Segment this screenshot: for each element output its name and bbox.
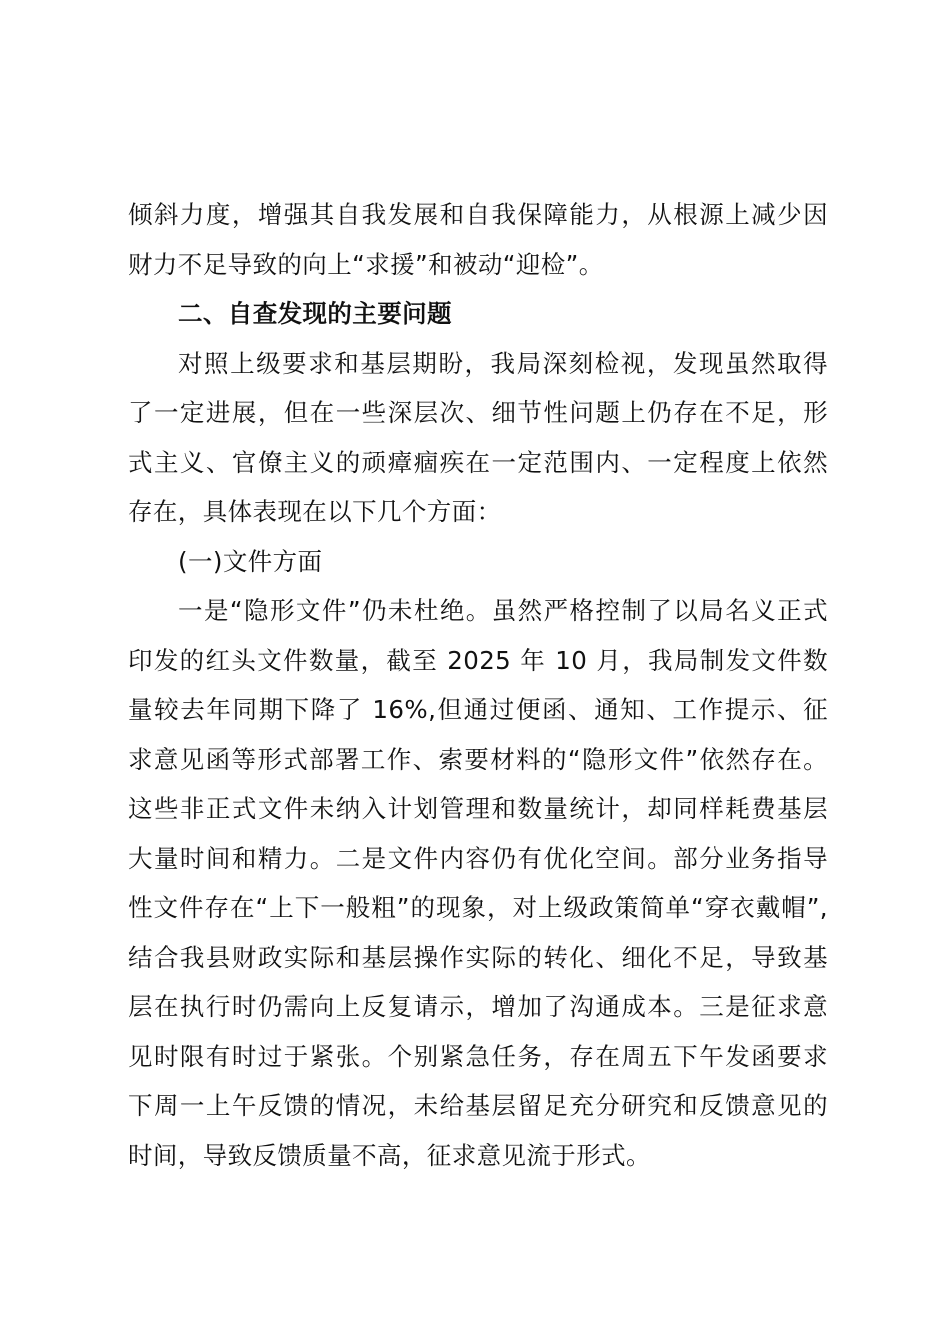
paragraph-line: 下周一上午反馈的情况，未给基层留足充分研究和反馈意见的: [128, 1091, 828, 1120]
paragraph-line: 印发的红头文件数量，截至 2025 年 10 月，我局制发文件数: [128, 645, 828, 675]
paragraph-line: 时间，导致反馈质量不高，征求意见流于形式。: [128, 1140, 651, 1170]
paragraph-line: 倾斜力度，增强其自我发展和自我保障能力，从根源上减少因: [128, 200, 828, 229]
paragraph-line: 层在执行时仍需向上反复请示，增加了沟通成本。三是征求意: [128, 992, 828, 1021]
paragraph-line: 财力不足导致的向上“求援”和被动“迎检”。: [128, 249, 604, 279]
subsection-heading: (一)文件方面: [178, 546, 323, 576]
document-body: [128, 190, 828, 1180]
paragraph-line: 这些非正式文件未纳入计划管理和数量统计，却同样耗费基层: [128, 794, 828, 823]
paragraph-line: 式主义、官僚主义的顽瘴痼疾在一定范围内、一定程度上依然: [128, 447, 828, 477]
paragraph-line: 一是“隐形文件”仍未杜绝。虽然严格控制了以局名义正式: [178, 596, 828, 625]
paragraph-line: 结合我县财政实际和基层操作实际的转化、细化不足，导致基: [128, 942, 828, 972]
paragraph-line: 了一定进展，但在一些深层次、细节性问题上仍存在不足，形: [128, 398, 828, 427]
paragraph-line: 大量时间和精力。二是文件内容仍有优化空间。部分业务指导: [128, 843, 828, 873]
paragraph-line: 求意见函等形式部署工作、索要材料的“隐形文件”依然存在。: [128, 744, 828, 774]
section-heading: 二、自查发现的主要问题: [178, 299, 452, 328]
paragraph-line: 对照上级要求和基层期盼，我局深刻检视，发现虽然取得: [178, 348, 828, 378]
paragraph-line: 见时限有时过于紧张。个别紧急任务，存在周五下午发函要求: [128, 1041, 828, 1071]
paragraph-line: 性文件存在“上下一般粗”的现象，对上级政策简单“穿衣戴帽”,: [128, 893, 828, 922]
paragraph-line: 量较去年同期下降了 16%,但通过便函、通知、工作提示、征: [128, 695, 828, 724]
paragraph-line: 存在，具体表现在以下几个方面：: [128, 497, 502, 526]
